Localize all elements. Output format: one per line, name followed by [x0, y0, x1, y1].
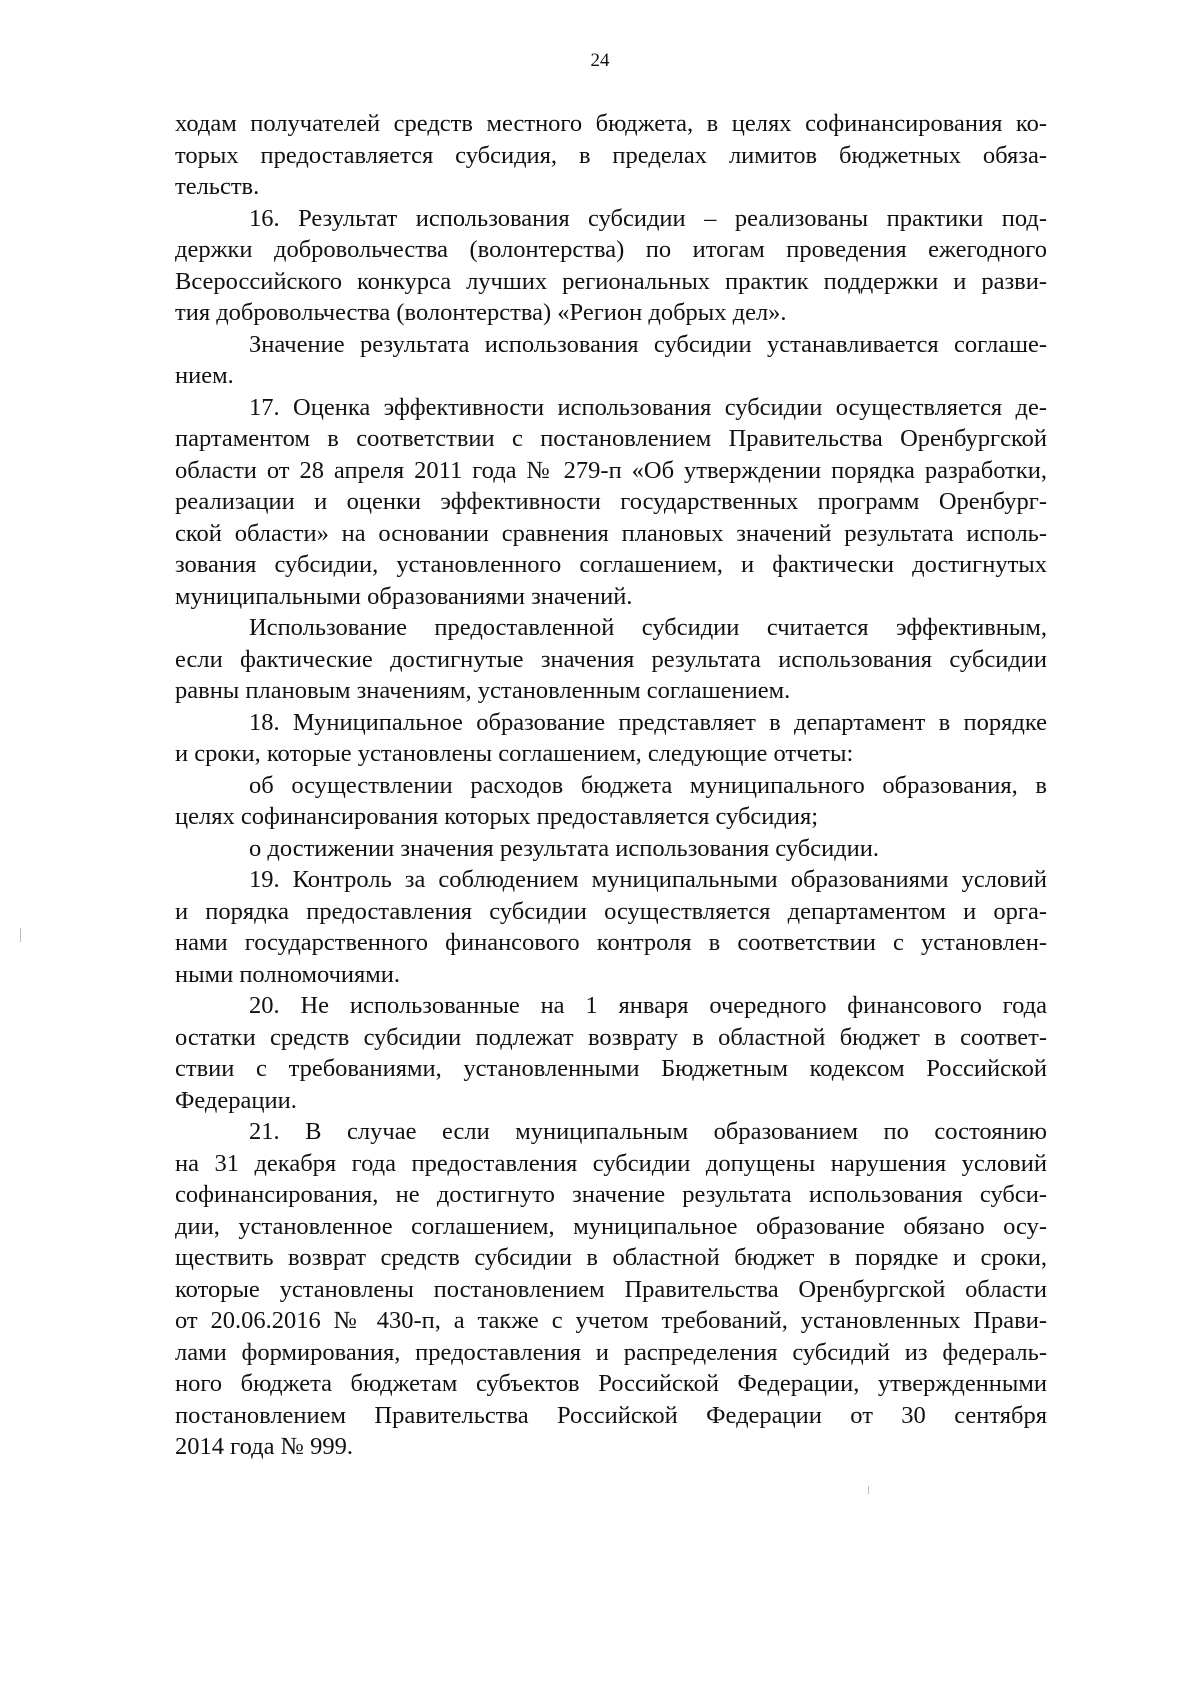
text-line: на 31 декабря года предоставления субсидии допущены нарушения условий	[175, 1149, 1047, 1177]
body-text	[175, 108, 1047, 1463]
text-line: ными полномочиями.	[175, 960, 401, 988]
text-line: и порядка предоставления субсидии осуществляется департаментом и орга-	[175, 897, 1047, 925]
text-line: 20. Не использованные на 1 января очередного финансового года	[249, 992, 1047, 1019]
text-line: об осуществлении расходов бюджета муниципального образования, в	[249, 771, 1047, 799]
text-line: торых предоставляется субсидия, в пределах лимитов бюджетных обяза-	[175, 141, 1047, 169]
scan-mark	[20, 928, 21, 942]
text-line: Значение результата использования субсидии устанавливается соглаше-	[249, 330, 1047, 358]
text-line: лами формирования, предоставления и распределения субсидий из федераль-	[175, 1338, 1047, 1366]
text-line: остатки средств субсидии подлежат возврату в областной бюджет в соответ-	[175, 1023, 1047, 1051]
text-line: зования субсидии, установленного соглашением, и фактически достигнутых	[175, 551, 1047, 578]
text-line: Всероссийского конкурса лучших региональных практик поддержки и разви-	[175, 267, 1047, 295]
text-line: 2014 года № 999.	[175, 1433, 353, 1460]
text-line: тельств.	[175, 173, 260, 200]
text-line: ходам получателей средств местного бюджета, в целях софинансирования ко-	[175, 110, 1047, 137]
text-line: нами государственного финансового контроля в соответствии с установлен-	[175, 929, 1047, 956]
text-line: нием.	[175, 362, 234, 389]
text-line: 19. Контроль за соблюдением муниципальными образованиями условий	[249, 866, 1047, 893]
text-line: ской области» на основании сравнения плановых значений результата исполь-	[175, 519, 1047, 547]
text-line: держки добровольчества (волонтерства) по итогам проведения ежегодного	[175, 236, 1047, 263]
text-line: 21. В случае если муниципальным образованием по состоянию	[249, 1118, 1047, 1145]
text-line: и сроки, которые установлены соглашением, следующие отчеты:	[175, 740, 854, 767]
text-line: партаментом в соответствии с постановлением Правительства Оренбургской	[175, 425, 1047, 452]
text-line: от 20.06.2016 № 430-п, а также с учетом требований, установленных Прави-	[175, 1307, 1047, 1334]
text-line: постановлением Правительства Российской Федерации от 30 сентября	[175, 1401, 1047, 1429]
text-line: равны плановым значениям, установленным соглашением.	[175, 677, 791, 704]
scan-mark	[868, 1486, 869, 1494]
text-line: области от 28 апреля 2011 года № 279-п «Об утверждении порядка разработки,	[175, 456, 1047, 484]
text-line: реализации и оценки эффективности государственных программ Оренбург-	[175, 488, 1047, 515]
text-line: 17. Оценка эффективности использования субсидии осуществляется де-	[249, 393, 1047, 421]
text-line: 16. Результат использования субсидии – реализованы практики под-	[249, 204, 1047, 232]
text-line: дии, установленное соглашением, муниципальное образование обязано осу-	[175, 1212, 1047, 1240]
text-line: ного бюджета бюджетам субъектов Российской Федерации, утвержденными	[175, 1370, 1047, 1397]
text-line: Федерации.	[175, 1086, 297, 1114]
text-line: муниципальными образованиями значений.	[175, 582, 633, 610]
text-line: ществить возврат средств субсидии в областной бюджет в порядке и сроки,	[175, 1244, 1047, 1271]
text-line: которые установлены постановлением Правительства Оренбургской области	[175, 1275, 1047, 1303]
text-line: ствии с требованиями, установленными Бюджетным кодексом Российской	[175, 1055, 1047, 1082]
text-line: Использование предоставленной субсидии считается эффективным,	[249, 614, 1047, 641]
text-line: о достижении значения результата использования субсидии.	[249, 834, 879, 862]
text-line: целях софинансирования которых предоставляется субсидия;	[175, 803, 819, 830]
text-line: если фактические достигнутые значения результата использования субсидии	[175, 645, 1047, 673]
page-number: 24	[590, 50, 610, 71]
text-line: софинансирования, не достигнуто значение результата использования субси-	[175, 1181, 1047, 1208]
text-line: тия добровольчества (волонтерства) «Регион добрых дел».	[175, 299, 787, 326]
text-line: 18. Муниципальное образование представляет в департамент в порядке	[249, 708, 1047, 736]
